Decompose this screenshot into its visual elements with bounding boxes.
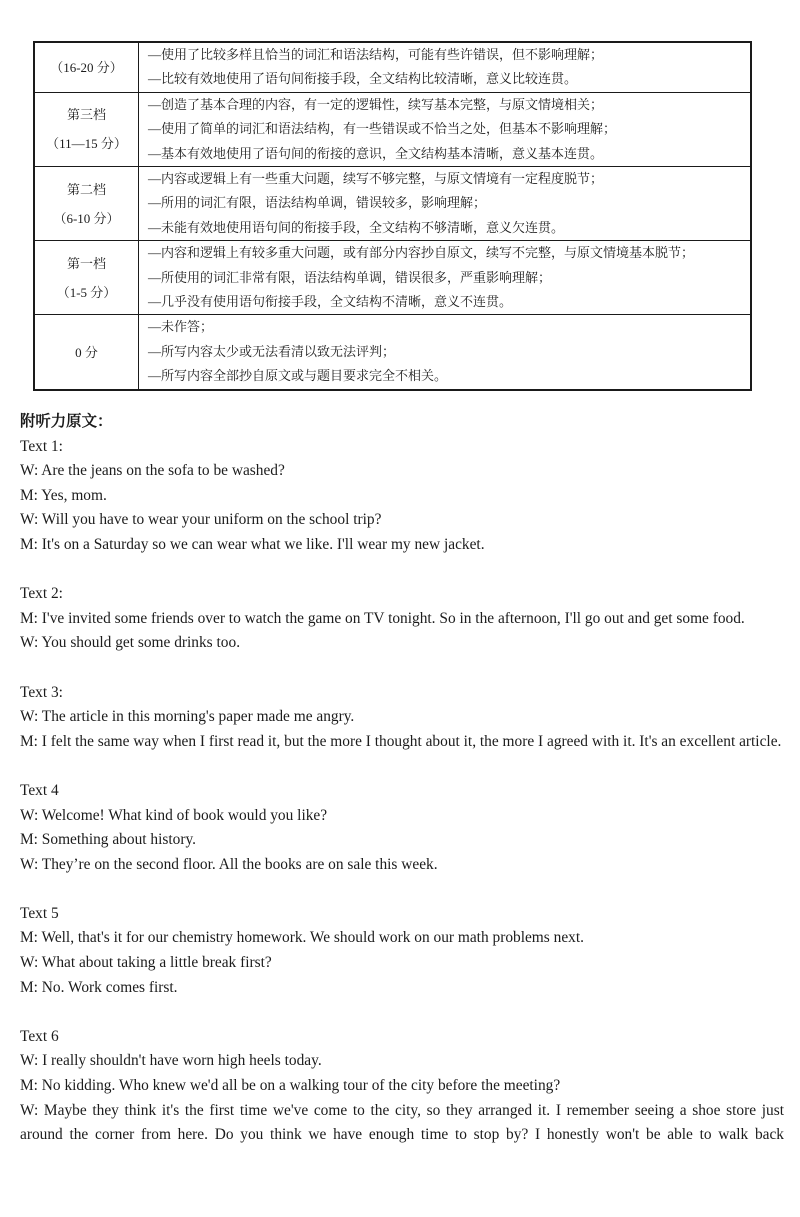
dialogue-line: M: Yes, mom. [20, 486, 107, 504]
score-band-label: （16-20 分） [50, 59, 123, 75]
dialogue-line: W: The article in this morning's paper made me angry. [20, 708, 355, 726]
criteria-line: —所使用的词汇非常有限，语法结构单调，错误很多，严重影响理解； [148, 269, 552, 285]
transcript-sections [20, 435, 784, 1148]
criteria-line: —未作答； [148, 319, 214, 335]
criteria-cell [139, 315, 752, 390]
criteria-cell [139, 92, 752, 166]
dialogue-line: W: Are the jeans on the sofa to be washed? [20, 462, 285, 480]
rubric-row [34, 241, 751, 315]
dialogue-line: M: It's on a Saturday so we can wear what we like. I'll wear my new jacket. [20, 535, 485, 553]
criteria-line: —创造了基本合理的内容，有一定的逻辑性，续写基本完整，与原文情境相关； [148, 96, 604, 112]
dialogue-line: W: Maybe they think it's the first time we've come to the city, so they arranged it. I remember seeing a shoe store just around the corner from here. Do you think we have enough time to stop by? I honestly won't be able to walk back [20, 1101, 784, 1144]
score-band-cell [34, 42, 139, 92]
transcript-section [20, 435, 784, 558]
score-band-label: 第二档 [66, 181, 106, 197]
dialogue-line: M: Something about history. [20, 831, 196, 849]
criteria-line: —使用了简单的词汇和语法结构，有一些错误或不恰当之处，但基本不影响理解； [148, 121, 617, 137]
criteria-line: —比较有效地使用了语句间衔接手段，全文结构比较清晰，意义比较连贯。 [148, 71, 578, 87]
criteria-line: —几乎没有使用语句衔接手段，全文结构不清晰，意义不连贯。 [148, 294, 513, 310]
dialogue-line: M: No. Work comes first. [20, 978, 178, 996]
dialogue-line: M: I felt the same way when I first read it, but the more I thought about it, the more I agreed with it. It's an excellent article. [20, 732, 782, 750]
transcript-section [20, 779, 784, 877]
criteria-line: —使用了比较多样且恰当的词汇和语法结构，可能有些许错误，但不影响理解； [148, 47, 604, 62]
transcript-section [20, 902, 784, 1000]
section-title: Text 2: [20, 585, 63, 603]
dialogue-line: W: You should get some drinks too. [20, 634, 241, 652]
dialogue-line: W: I really shouldn't have worn high heels today. [20, 1052, 322, 1070]
score-band-cell [34, 92, 139, 166]
criteria-cell [139, 42, 752, 92]
criteria-line: —基本有效地使用了语句间的衔接的意识，全文结构基本清晰，意义基本连贯。 [148, 145, 604, 161]
dialogue-line: M: I've invited some friends over to watch the game on TV tonight. So in the afternoon, I'll go out and get some food. [20, 609, 745, 627]
score-band-label: 第三档 [66, 107, 106, 123]
dialogue-line: W: Will you have to wear your uniform on the school trip? [20, 511, 382, 529]
criteria-line: —内容和逻辑上有较多重大问题，或有部分内容抄自原文，续写不完整，与原文情境基本脱节； [148, 245, 695, 261]
criteria-line: —未能有效地使用语句间的衔接手段，全文结构不够清晰，意义欠连贯。 [148, 219, 565, 235]
section-title: Text 4 [20, 781, 59, 799]
score-band-cell [34, 315, 139, 390]
transcript-section [20, 582, 784, 656]
dialogue-line: M: Well, that's it for our chemistry homework. We should work on our math problems next. [20, 929, 584, 947]
score-band-label: 第一档 [66, 255, 106, 271]
criteria-cell [139, 241, 752, 315]
criteria-cell [139, 167, 752, 241]
dialogue-line: W: Welcome! What kind of book would you like? [20, 806, 328, 824]
scoring-rubric-table [33, 41, 752, 391]
criteria-line: —所用的词汇有限，语法结构单调，错误较多，影响理解； [148, 195, 487, 211]
criteria-line: —所写内容太少或无法看清以致无法评判； [148, 343, 396, 359]
dialogue-line: M: No kidding. Who knew we'd all be on a walking tour of the city before the meeting? [20, 1077, 561, 1095]
rubric-row [34, 92, 751, 166]
section-title: Text 1: [20, 437, 63, 455]
transcript-section [20, 1025, 784, 1148]
listening-transcript [20, 410, 784, 1148]
section-title: Text 6 [20, 1027, 59, 1045]
rubric-row [34, 315, 751, 390]
transcript-section [20, 681, 784, 755]
rubric-table-body [34, 42, 751, 390]
criteria-line: —所写内容全部抄自原文或与题目要求完全不相关。 [148, 368, 448, 384]
dialogue-line: W: What about taking a little break first? [20, 954, 272, 972]
score-band-cell [34, 241, 139, 315]
criteria-line: —内容或逻辑上有一些重大问题，续写不够完整，与原文情境有一定程度脱节； [148, 171, 604, 187]
rubric-row [34, 167, 751, 241]
score-band-label: 0 分 [75, 344, 98, 360]
rubric-row [34, 42, 751, 92]
section-title: Text 5 [20, 904, 59, 922]
score-band-label: （1-5 分） [56, 284, 117, 300]
section-title: Text 3: [20, 683, 63, 701]
score-band-label: （11—15 分） [46, 136, 127, 152]
dialogue-line: W: They’re on the second floor. All the books are on sale this week. [20, 855, 438, 873]
score-band-cell [34, 167, 139, 241]
score-band-label: （6-10 分） [53, 210, 120, 226]
transcript-heading: 附听力原文： [20, 413, 113, 430]
